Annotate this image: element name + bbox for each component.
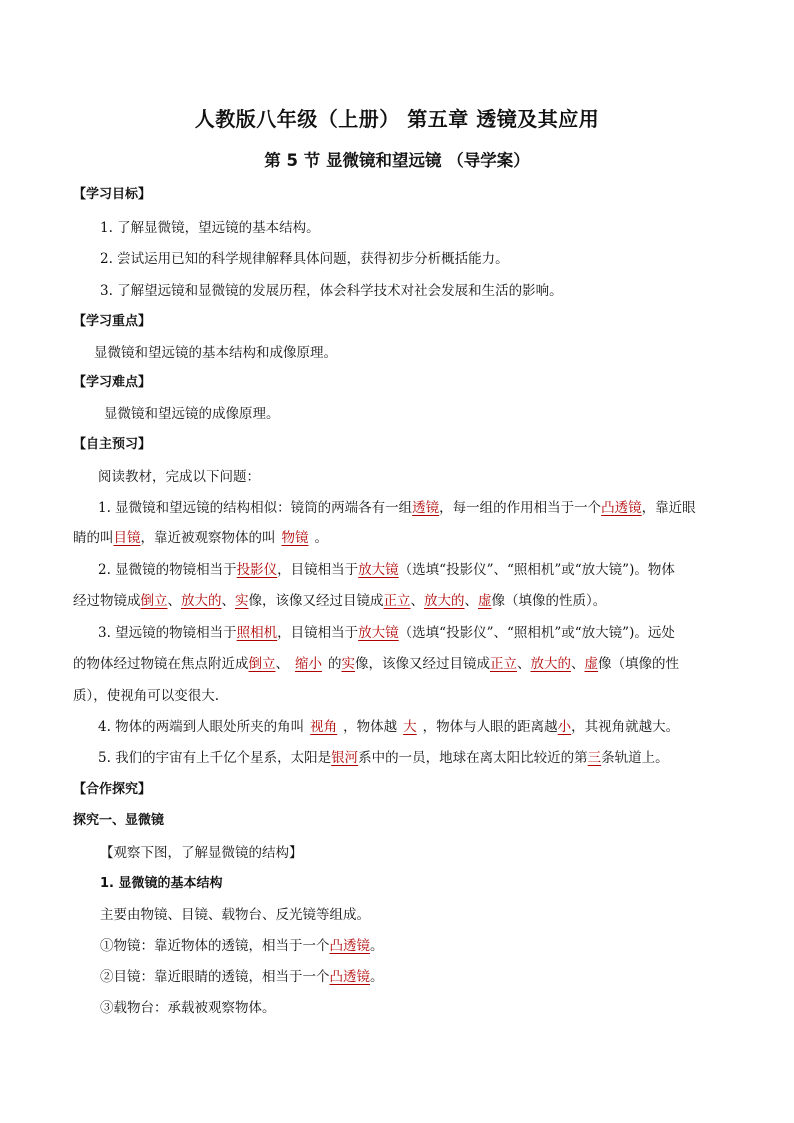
q2-answer-5: 实 <box>235 593 249 609</box>
cooperation-heading: 【合作探究】 <box>73 782 152 797</box>
question-4 <box>98 717 679 737</box>
q2-answer-2: 放大镜 <box>358 562 399 578</box>
q3-sep: 、 <box>571 656 585 672</box>
question-3-line-2 <box>73 654 679 674</box>
q3-sep: 、 <box>275 656 289 672</box>
q3-text: 像，该像又经过目镜成 <box>355 656 490 672</box>
document-subtitle: 第 5 节 显微镜和望远镜 （导学案） <box>264 151 530 170</box>
section-microscope: 探究一、显微镜 <box>73 813 165 828</box>
q3-answer-7: 放大的 <box>530 656 571 672</box>
part-stage: ③载物台：承载被观察物体。 <box>100 1000 276 1016</box>
q2-answer-6: 正立 <box>383 593 411 609</box>
q4-text: ，物体与人眼的距离越 <box>422 719 558 735</box>
q3-text: 3. 望远镜的物镜相当于 <box>98 625 237 641</box>
difficulty-text: 显微镜和望远镜的成像原理。 <box>104 406 280 422</box>
q3-answer-3: 倒立 <box>248 656 276 672</box>
document-title: 人教版八年级（上册） 第五章 透镜及其应用 <box>194 107 600 131</box>
objective-item-1: 1. 了解显微镜，望远镜的基本结构。 <box>100 220 320 236</box>
q3-answer-6: 正立 <box>490 656 517 672</box>
q1-text: 。 <box>314 530 328 546</box>
q2-answer-1: 投影仪 <box>236 562 278 578</box>
q1-text: 1. 显微镜和望远镜的结构相似：镜筒的两端各有一组 <box>98 500 413 516</box>
key-points-text: 显微镜和望远镜的基本结构和成像原理。 <box>94 345 337 361</box>
question-2-line-2 <box>73 591 606 611</box>
q2-answer-7: 放大的 <box>424 593 465 609</box>
q1-text: ，每一组的作用相当于一个 <box>439 500 602 516</box>
q2-text: （选填“投影仪”、“照相机”或“放大镜”)。物体 <box>398 562 675 578</box>
question-1-line-1 <box>98 498 696 518</box>
q4-text: 4. 物体的两端到人眼处所夹的角叫 <box>98 719 305 735</box>
q1-text: 睛的叫 <box>73 530 114 546</box>
q4-text: ，物体越 <box>343 719 398 735</box>
q2-sep: 、 <box>464 593 478 609</box>
q1-text: ，靠近眼 <box>641 500 696 516</box>
q2-answer-4: 放大的 <box>181 593 222 609</box>
q3-sep: 、 <box>517 656 531 672</box>
part-answer: 凸透镜 <box>329 938 370 954</box>
q2-answer-8: 虚 <box>478 593 492 609</box>
q5-text: 条轨道上。 <box>601 750 669 766</box>
q3-text: ，目镜相当于 <box>277 625 359 641</box>
q4-answer-3: 小 <box>557 719 572 735</box>
q3-answer-8: 虚 <box>584 656 598 672</box>
question-3-line-3: 质），使视角可以变很大. <box>73 688 220 704</box>
q4-answer-2: 大 <box>403 719 417 735</box>
microscope-structure-heading: 1. 显微镜的基本结构 <box>100 876 223 891</box>
q5-answer-1: 银河 <box>331 750 359 766</box>
q5-answer-2: 三 <box>587 750 602 766</box>
preview-intro: 阅读教材，完成以下问题： <box>98 469 260 485</box>
q3-answer-5: 实 <box>341 656 355 672</box>
difficulty-heading: 【学习难点】 <box>73 375 152 390</box>
q2-text: 经过物镜成 <box>73 593 141 609</box>
q2-sep: 、 <box>167 593 181 609</box>
question-1-line-2 <box>73 528 328 548</box>
part-answer: 凸透镜 <box>329 969 370 985</box>
q1-answer-3: 目镜 <box>113 530 141 546</box>
q2-sep: 、 <box>221 593 235 609</box>
q1-answer-2: 凸透镜 <box>601 500 642 516</box>
preview-heading: 【自主预习】 <box>73 437 152 452</box>
q5-text: 系中的一员，地球在离太阳比较近的第 <box>358 750 588 766</box>
q2-text: ，目镜相当于 <box>277 562 359 578</box>
question-5 <box>98 748 669 768</box>
q5-text: 5. 我们的宇宙有上千亿个星系，太阳是 <box>98 750 332 766</box>
part-text: ①物镜：靠近物体的透镜，相当于一个 <box>100 938 330 954</box>
part-text: ②目镜：靠近眼睛的透镜，相当于一个 <box>100 969 330 985</box>
q2-text: 像，该像又经过目镜成 <box>248 593 384 609</box>
q2-text: 像（填像的性质）。 <box>491 593 607 609</box>
question-3-line-1 <box>98 623 675 643</box>
q4-answer-1: 视角 <box>310 719 338 735</box>
part-text: 。 <box>370 969 384 985</box>
q3-answer-4: 缩小 <box>295 656 322 672</box>
q1-answer-1: 透镜 <box>412 500 440 516</box>
question-2-line-1 <box>98 560 675 580</box>
observe-instruction: 【观察下图，了解显微镜的结构】 <box>100 845 303 861</box>
part-eyepiece <box>100 967 384 987</box>
part-text: 。 <box>370 938 384 954</box>
q2-sep: 、 <box>410 593 424 609</box>
q3-answer-1: 照相机 <box>236 625 278 641</box>
q2-text: 2. 显微镜的物镜相当于 <box>98 562 237 578</box>
objective-item-3: 3. 了解望远镜和显微镜的发展历程，体会科学技术对社会发展和生活的影响。 <box>100 283 563 299</box>
q3-text: 的物体经过物镜在焦点附近成 <box>73 656 249 672</box>
q2-answer-3: 倒立 <box>140 593 168 609</box>
q1-text: ，靠近被观察物体的叫 <box>140 530 276 546</box>
q4-text: ，其视角就越大。 <box>571 719 680 735</box>
microscope-main-parts: 主要由物镜、目镜、载物台、反光镜等组成。 <box>100 907 370 923</box>
q3-text: （选填“投影仪”、“照相机”或“放大镜”)。远处 <box>398 625 675 641</box>
part-objective-lens <box>100 936 384 956</box>
key-points-heading: 【学习重点】 <box>73 314 152 329</box>
objectives-heading: 【学习目标】 <box>73 187 152 202</box>
q3-sep: 的 <box>328 656 342 672</box>
objective-item-2: 2. 尝试运用已知的科学规律解释具体问题，获得初步分析概括能力。 <box>100 251 509 267</box>
q3-text: 像（填像的性 <box>598 656 679 672</box>
q1-answer-4: 物镜 <box>281 530 309 546</box>
q3-answer-2: 放大镜 <box>358 625 399 641</box>
